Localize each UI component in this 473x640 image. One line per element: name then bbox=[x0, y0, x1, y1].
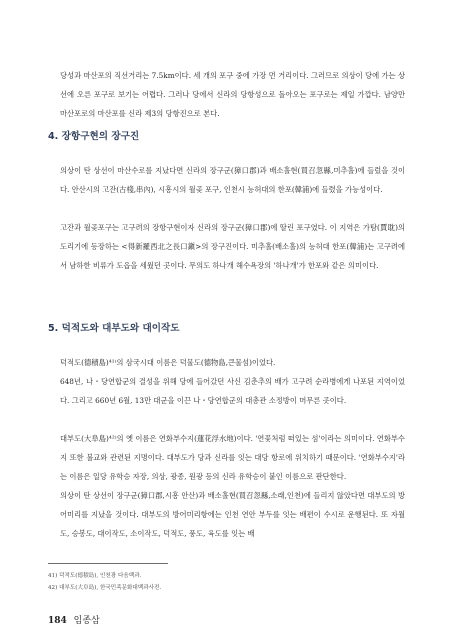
page-folio bbox=[48, 613, 100, 626]
paragraph-1: 당성과 마산포의 직선거리는 7.5km이다. 세 개의 포구 중에 가장 먼 거리이다. 그러므로 의상이 당에 가는 상선에 오른 포구로 보기는 어렵다. 그러나 당에서 신라의 당항성으로 돌아오는 포구로는 제일 가깝다. 남양만 마산포로의 마산포를 신라 제3의 당항진으로 본다. bbox=[60, 71, 405, 118]
paragraph-6: 대부도(大阜島)⁴²⁾의 옛 이름은 연화부수지(蓮花浮水地)이다. '연꽃처럼 떠있는 섬'이라는 의미이다. 연화부수지 또한 불교와 관련된 지명이다. 대부도가 당과 신라를 잇는 대당 항로에 위치하기 때문이다. '연화부수지'라는 이름은 일당 유학승 자장, 의상, 광종, 원광 등의 신라 유학승이 붙인 이름으로 판단한다. bbox=[60, 434, 405, 481]
section-heading-4: 4. 장항구현의 장구진 bbox=[48, 131, 140, 142]
footnote-41: 41) 덕적도(德積島), 인천광 다음백과. bbox=[48, 573, 142, 579]
paragraph-5: 648년, 나・당연합군의 결성을 위해 당에 들어갔던 사신 김춘추의 배가 고구려 순라병에게 나포된 지역이었다. 그리고 660년 6월, 13만 대군을 이끈 나・당연합군의 대총관 소정방이 머무른 곳이다. bbox=[60, 377, 405, 405]
paragraph-4: 덕적도(德積島)⁴¹⁾의 삼국시대 이름은 덕물도(德物島,큰물섬)이었다. bbox=[60, 358, 276, 367]
author-name: 임종삼 bbox=[73, 616, 100, 626]
footnote-42: 42) 대부도(大阜島), 한국민족문화대백과사전. bbox=[48, 585, 162, 591]
paragraph-7: 의상이 탄 상선이 장구군(獐口郡,시흥 안산)과 배소홀현(買召忽縣,소래,인천)에 들리지 않았다면 대부도의 방어미리를 지났을 것이다. 대부도의 방어미리항에는 인천 연안 부두를 잇는 배편이 수시로 운행된다. 또 자월도, 승봉도, 대이작도, 소이작도, 덕적도, 풍도, 육도를 잇는 배 bbox=[60, 491, 405, 538]
page-number: 184 bbox=[48, 616, 67, 626]
paragraph-2: 의상이 탄 상선이 마산수로를 지났다면 신라의 장구군(獐口郡)과 배소홀현(買召忽縣,미추홀)에 들렀을 것이다. 안산시의 고잔(古棧,串內), 시흥시의 월곶 포구, 인천시 능허대의 한포(韓浦)에 들렸을 가능성이다. bbox=[60, 166, 405, 194]
footnote-divider bbox=[48, 563, 168, 564]
section-heading-5: 5. 덕적도와 대부도와 대이작도 bbox=[48, 323, 180, 334]
paragraph-3: 고잔과 월곶포구는 고구려의 장항구현이자 신라의 장구군(獐口郡)에 딸린 포구였다. 이 지역은 가탐(賈耽)의 도리기에 등장하는 <得新羅西北之長口鎭>의 장구진이다. 미추홀(배소홀)의 능허대 한포(韓浦)는 고구려에서 남하한 비류가 도읍을 세웠던 곳이다. 무의도 하나개 해수욕장의 '하나개'가 한포와 같은 의미이다. bbox=[60, 223, 405, 270]
